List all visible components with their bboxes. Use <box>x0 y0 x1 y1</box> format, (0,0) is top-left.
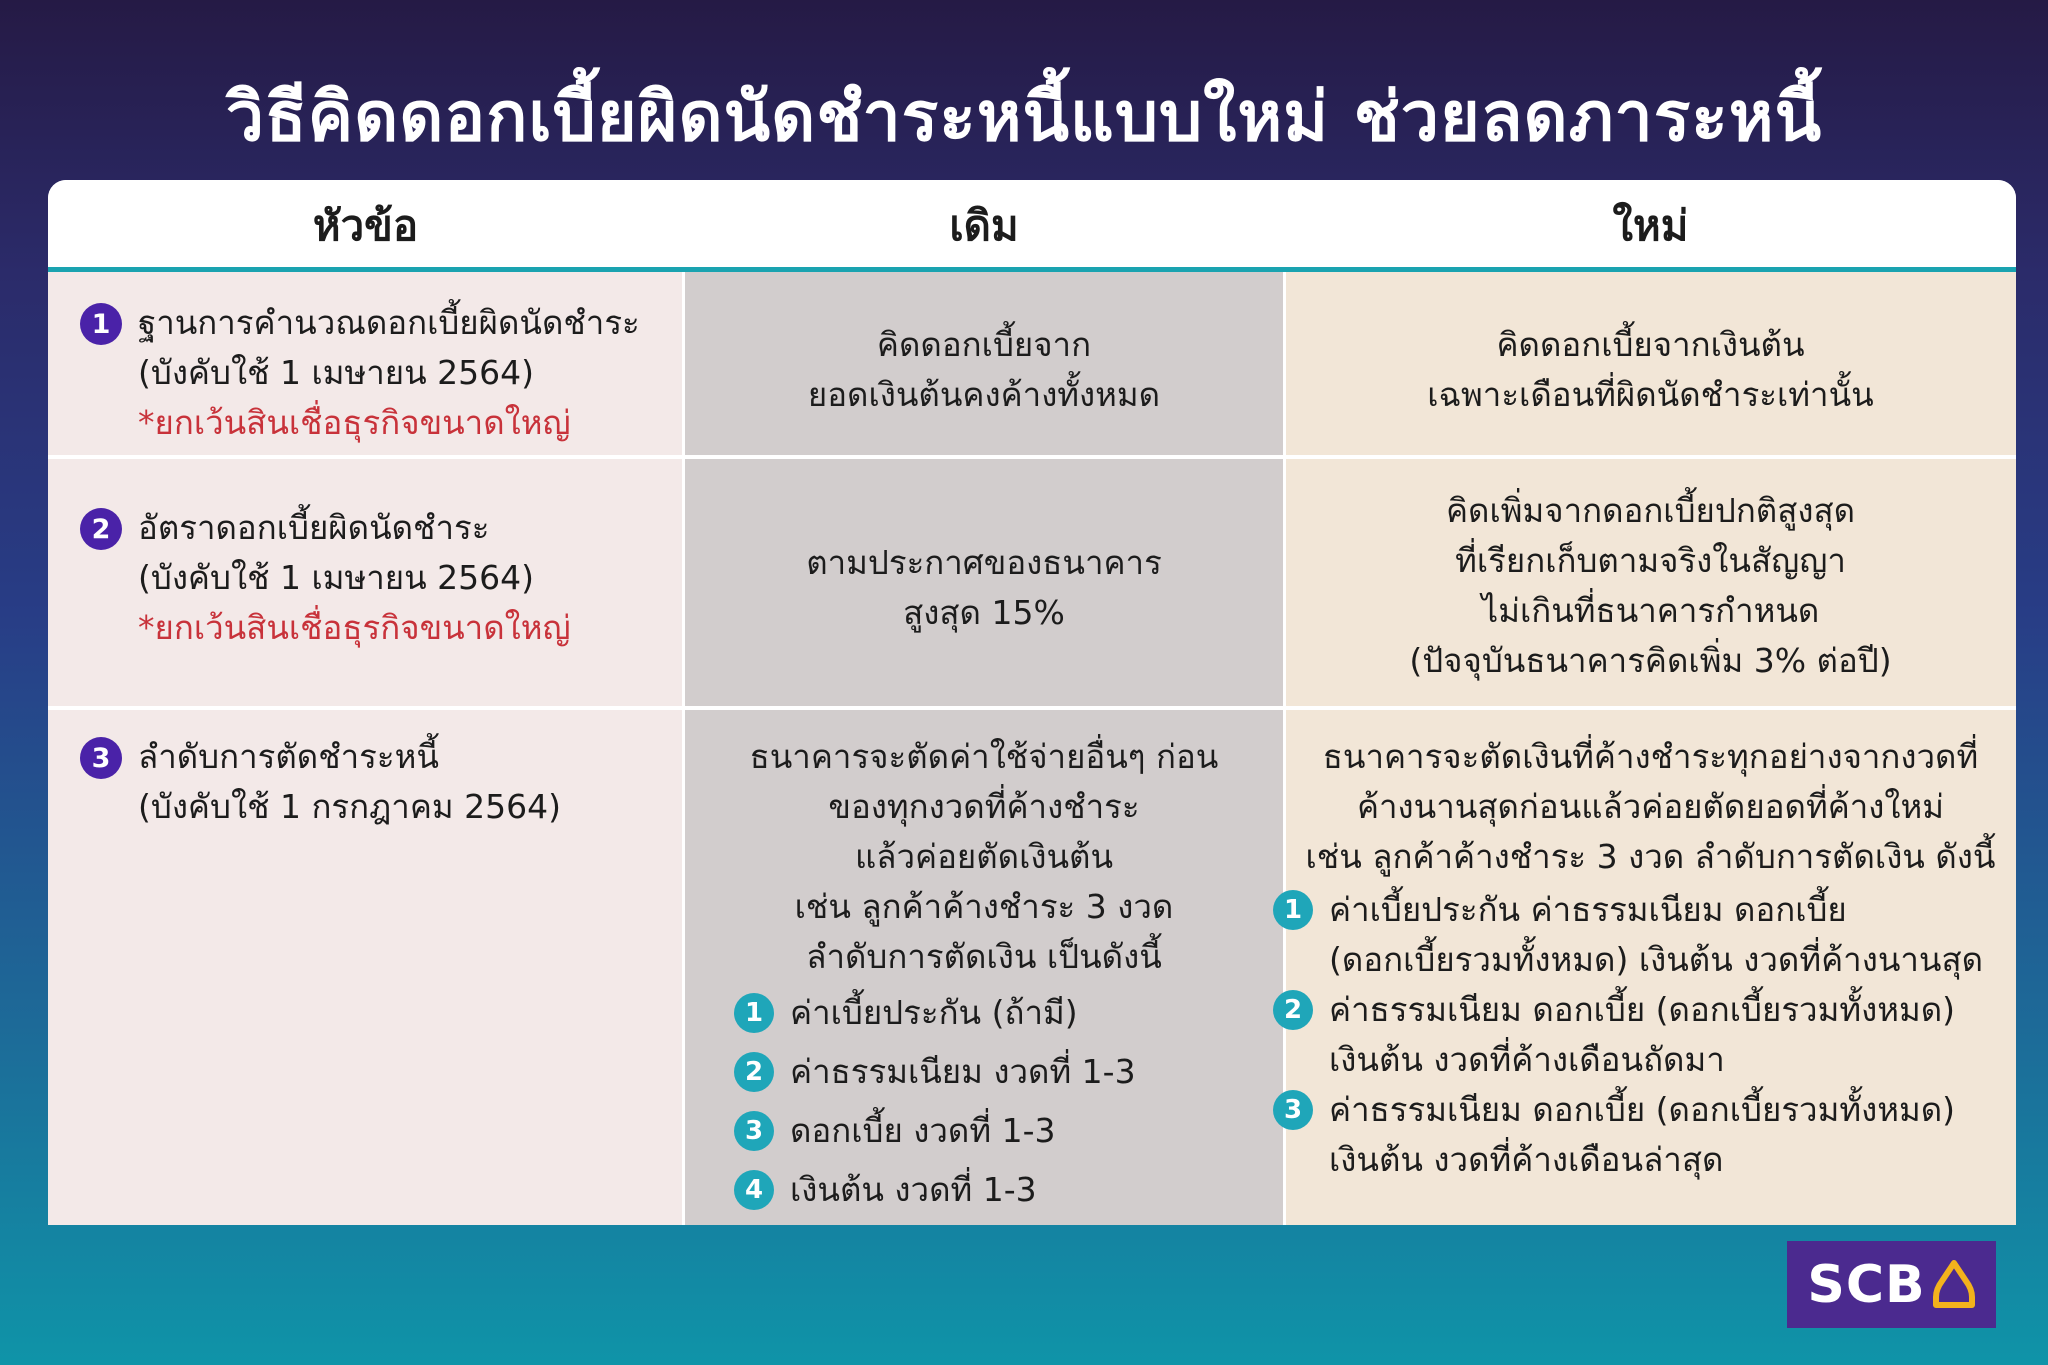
list-item <box>734 988 1274 1038</box>
list-item <box>1273 885 2008 985</box>
comparison-table <box>48 180 2016 1225</box>
list-item-text: ค่าเบี้ยประกัน ค่าธรรมเนียม ดอกเบี้ย <box>1329 890 1847 929</box>
list-item-text: ค่าธรรมเนียม ดอกเบี้ย (ดอกเบี้ยรวมทั้งหมด) <box>1329 1090 1956 1129</box>
topic-title: ลำดับการตัดชำระหนี้ <box>138 737 439 776</box>
header-old: เดิม <box>949 201 1019 250</box>
list-item <box>734 1165 1274 1215</box>
new-text-line: ที่เรียกเก็บตามจริงในสัญญา <box>1455 541 1846 580</box>
old-text-line: ลำดับการตัดเงิน เป็นดังนี้ <box>806 937 1162 976</box>
number-badge: 3 <box>1273 1090 1313 1130</box>
table-row-2-topic <box>80 503 680 653</box>
number-badge: 2 <box>1273 990 1313 1030</box>
table-header <box>48 180 2016 272</box>
number-badge: 1 <box>1273 890 1313 930</box>
topic-title: ฐานการคำนวณดอกเบี้ยผิดนัดชำระ <box>138 303 640 342</box>
old-text-line: ตามประกาศของธนาคาร <box>806 543 1162 582</box>
row-divider <box>48 455 2016 459</box>
number-badge: 4 <box>734 1170 774 1210</box>
list-item-text: เงินต้น งวดที่ค้างเดือนล่าสุด <box>1329 1140 1724 1179</box>
new-text-line: คิดเพิ่มจากดอกเบี้ยปกติสูงสุด <box>1445 491 1856 530</box>
topic-effective-date: (บังคับใช้ 1 เมษายน 2564) <box>138 558 534 597</box>
new-text-line: ค้างนานสุดก่อนแล้วค่อยตัดยอดที่ค้างใหม่ <box>1356 787 1945 826</box>
old-text-line: เช่น ลูกค้าค้างชำระ 3 งวด <box>794 887 1174 926</box>
new-text-line: (ปัจจุบันธนาคารคิดเพิ่ม 3% ต่อปี) <box>1409 641 1892 680</box>
header-topic: หัวข้อ <box>312 201 419 250</box>
number-badge: 1 <box>734 993 774 1033</box>
table-row-1-new <box>1285 320 2016 420</box>
list-item-text: เงินต้น งวดที่ 1-3 <box>790 1170 1037 1209</box>
row-divider <box>48 706 2016 710</box>
table-row-3-new <box>1285 732 2016 882</box>
scb-house-icon <box>1932 1259 1976 1311</box>
new-text-line: คิดดอกเบี้ยจากเงินต้น <box>1496 325 1805 364</box>
list-item-text: ดอกเบี้ย งวดที่ 1-3 <box>790 1111 1056 1150</box>
list-item-text: ค่าธรรมเนียม งวดที่ 1-3 <box>790 1052 1136 1091</box>
number-badge: 2 <box>80 508 122 550</box>
list-item-text: ค่าเบี้ยประกัน (ถ้ามี) <box>790 993 1078 1032</box>
new-order-list <box>1273 885 2008 1185</box>
header-new: ใหม่ <box>1612 201 1689 250</box>
new-text-line: เฉพาะเดือนที่ผิดนัดชำระเท่านั้น <box>1427 375 1874 414</box>
number-badge: 3 <box>734 1111 774 1151</box>
old-text-line: ยอดเงินต้นคงค้างทั้งหมด <box>807 375 1161 414</box>
new-text-line: เช่น ลูกค้าค้างชำระ 3 งวด ลำดับการตัดเงิน ดังนี้ <box>1305 837 1996 876</box>
list-item <box>1273 1085 2008 1185</box>
old-order-list <box>734 988 1274 1215</box>
list-item-text: (ดอกเบี้ยรวมทั้งหมด) เงินต้น งวดที่ค้างนานสุด <box>1329 940 1984 979</box>
scb-logo <box>1787 1241 1996 1328</box>
old-text-line: ของทุกงวดที่ค้างชำระ <box>828 787 1140 826</box>
old-text-line: แล้วค่อยตัดเงินต้น <box>854 837 1114 876</box>
topic-effective-date: (บังคับใช้ 1 เมษายน 2564) <box>138 353 534 392</box>
table-row-2-old <box>683 538 1285 638</box>
number-badge: 3 <box>80 737 122 779</box>
list-item <box>1273 985 2008 1085</box>
list-item-text: ค่าธรรมเนียม ดอกเบี้ย (ดอกเบี้ยรวมทั้งหมด) <box>1329 990 1956 1029</box>
new-text-line: ธนาคารจะตัดเงินที่ค้างชำระทุกอย่างจากงวดที่ <box>1322 737 1979 776</box>
table-row-2-new <box>1285 486 2016 686</box>
table-row-1-old <box>683 320 1285 420</box>
number-badge: 2 <box>734 1052 774 1092</box>
topic-effective-date: (บังคับใช้ 1 กรกฎาคม 2564) <box>138 787 561 826</box>
page-title: วิธีคิดดอกเบี้ยผิดนัดชำระหนี้แบบใหม่ ช่วยลดภาระหนี้ <box>225 78 1823 157</box>
table-row-1-topic <box>80 298 680 448</box>
topic-note: *ยกเว้นสินเชื่อธุรกิจขนาดใหญ่ <box>138 403 571 442</box>
list-item-text: เงินต้น งวดที่ค้างเดือนถัดมา <box>1329 1040 1725 1079</box>
logo-text: SCB <box>1807 1254 1926 1315</box>
number-badge: 1 <box>80 303 122 345</box>
topic-note: *ยกเว้นสินเชื่อธุรกิจขนาดใหญ่ <box>138 608 571 647</box>
list-item <box>734 1047 1274 1097</box>
list-item <box>734 1106 1274 1156</box>
new-text-line: ไม่เกินที่ธนาคารกำหนด <box>1481 591 1820 630</box>
table-row-3-old <box>683 732 1285 982</box>
old-text-line: คิดดอกเบี้ยจาก <box>876 325 1092 364</box>
table-row-3-topic <box>80 732 680 832</box>
topic-title: อัตราดอกเบี้ยผิดนัดชำระ <box>138 508 490 547</box>
old-text-line: สูงสุด 15% <box>903 593 1065 632</box>
old-text-line: ธนาคารจะตัดค่าใช้จ่ายอื่นๆ ก่อน <box>749 737 1219 776</box>
